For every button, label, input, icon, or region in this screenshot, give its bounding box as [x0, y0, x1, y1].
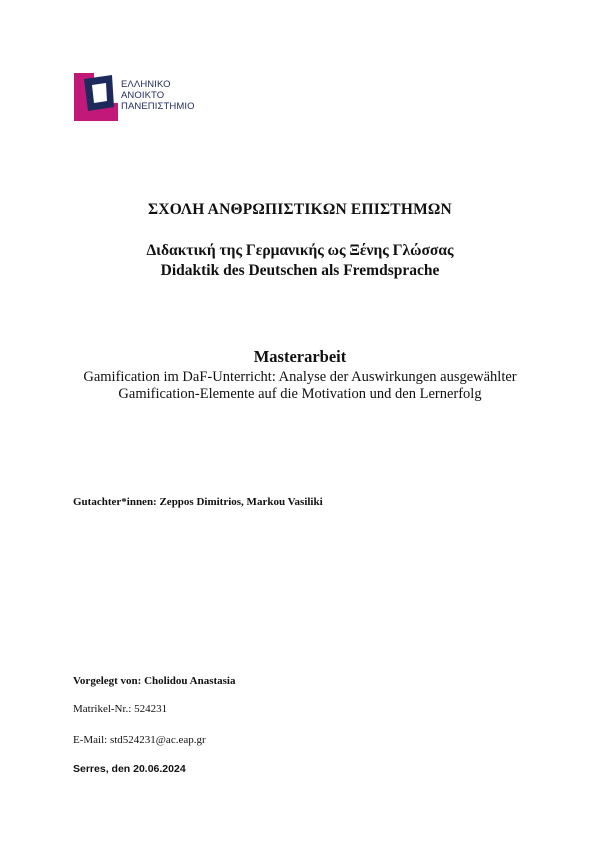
- thesis-type-heading: Masterarbeit: [253, 347, 347, 366]
- logo-line-1: ΕΛΛΗΝΙΚΟ: [121, 79, 171, 90]
- thesis-title-line-1: Gamification im DaF-Unterricht: Analyse der Auswirkungen ausgewählter: [83, 369, 517, 385]
- school-name: ΣΧΟΛΗ ΑΝΘΡΩΠΙΣΤΙΚΩΝ ΕΠΙΣΤΗΜΩΝ: [148, 201, 452, 218]
- reviewers-line: Gutachter*innen: Zeppos Dimitrios, Markou Vasiliki: [73, 496, 323, 508]
- email-line: E-Mail: std524231@ac.eap.gr: [73, 734, 206, 746]
- university-logo-text: [121, 79, 195, 112]
- university-logo-mark: [74, 73, 118, 121]
- thesis-title-line-2: Gamification-Elemente auf die Motivation und den Lernerfolg: [118, 386, 482, 402]
- logo-line-3: ΠΑΝΕΠΙΣΤΗΜΙΟ: [121, 101, 195, 112]
- author-line: Vorgelegt von: Cholidou Anastasia: [73, 675, 236, 687]
- matriculation-number: Matrikel-Nr.: 524231: [73, 703, 168, 715]
- program-name-greek: Διδακτική της Γερμανικής ως Ξένης Γλώσσας: [146, 242, 454, 259]
- university-logo: [74, 73, 204, 121]
- place-and-date: Serres, den 20.06.2024: [73, 763, 186, 775]
- program-name-german: Didaktik des Deutschen als Fremdsprache: [160, 262, 440, 279]
- logo-line-2: ΑΝΟΙΚΤΟ: [121, 90, 165, 101]
